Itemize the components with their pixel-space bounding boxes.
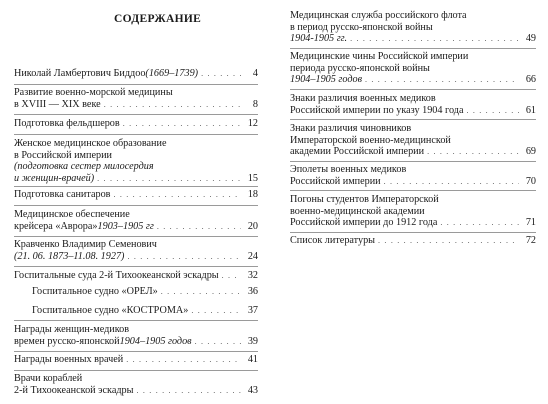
dot-leader [222,270,241,282]
entry-title-lines [14,138,258,173]
entry-title-segment: Российской империи [290,175,381,187]
entry-title-line: Медицинская служба российского флота [290,10,467,21]
page-number: 43 [247,384,258,396]
entry-title-segment: в XVIII — XIX веке [14,98,101,110]
entry-title-line: периода русско-японской войны [290,62,430,74]
entry-title-segment: (21. 06. 1873–11.08. 1927) [14,250,125,262]
entry-divider [14,186,258,187]
dot-leader [126,354,241,366]
entry-divider [14,84,258,85]
page-number: 20 [247,220,258,232]
page-number: 66 [525,74,536,86]
dot-leader [384,176,519,188]
entry-title-line: в Российской империи [14,149,112,161]
toc-entry-women-education[interactable] [14,138,258,184]
entry-last-row [32,286,258,298]
entry-last-row [14,270,258,282]
entry-title-line: Эполеты военных медиков [290,164,407,175]
toc-entry-orderlies[interactable] [14,189,258,201]
entry-title-segment: 2-й Тихоокеанской эскадры [14,384,134,396]
entry-last-row [290,105,536,117]
dot-leader [466,105,519,117]
entry-last-row [290,146,536,158]
entry-title-segment: Госпитальное судно «ОРЕЛ» [32,286,158,297]
entry-title-segment: 1904-1905 гг. [290,33,348,45]
entry-title-segment: Николай Ламбертович Биддоо [14,68,146,79]
dot-leader [201,68,241,80]
entry-divider [14,236,258,237]
entry-title-segment: и женщин-врачей) [14,172,95,184]
toc-entry-biddoo[interactable] [14,68,258,80]
page-number: 70 [525,175,536,187]
entry-title-segment: крейсера «Аврора» [14,220,98,232]
entry-title-segment: Госпитальные суда 2-й Тихоокеанской эскадры [14,270,219,281]
page-number: 61 [525,104,536,116]
entry-title-segment: Госпитальное судно «КОСТРОМА» [32,305,189,316]
dot-leader [113,189,241,201]
page-number: 69 [525,146,536,158]
dot-leader [427,146,519,158]
entry-title-line: в период русско-японской войны [290,21,433,33]
toc-entry-orel[interactable] [32,286,258,298]
dot-leader [191,305,241,317]
entry-title-lines [290,123,536,146]
dot-leader [127,251,241,263]
page-number: 18 [247,189,258,200]
entry-divider [290,161,536,162]
entry-divider [14,266,258,267]
toc-entry-insignia-1904[interactable] [290,93,536,116]
entry-title-segment: академии Российской империи [290,146,425,158]
entry-title-segment: Подготовка фельдшеров [14,118,120,129]
page-number: 32 [247,270,258,281]
entry-divider [14,134,258,135]
entry-title-lines [290,164,536,176]
dot-leader [365,74,519,86]
toc-entry-naval-medicine[interactable] [14,87,258,110]
entry-title-lines [14,324,258,336]
page-number: 15 [247,172,258,184]
page-number: 72 [525,235,536,246]
page-number: 37 [247,305,258,316]
entry-title-line: Императорской военно-медицинской [290,134,451,146]
page-number: 12 [247,118,258,129]
dot-leader [440,217,519,229]
entry-title-segment: 1904–1905 годов [290,74,362,86]
entry-title-line: Кравченко Владимир Семенович [14,239,157,250]
toc-entry-ship-doctors[interactable] [14,373,258,396]
entry-last-row [290,176,536,188]
entry-last-row [14,336,258,348]
page-number: 71 [525,217,536,229]
dot-leader [97,173,241,185]
dot-leader [123,118,241,130]
toc-entry-medical-service[interactable] [290,10,536,45]
entry-last-row [14,99,258,111]
entry-last-row [14,68,258,80]
entry-last-row [14,118,258,130]
entry-title-line: Погоны студентов Императорской [290,194,439,205]
entry-title-lines [14,239,258,251]
dot-leader [161,286,241,298]
entry-title-lines [14,373,258,385]
toc-entry-doctor-awards[interactable] [14,354,258,366]
page-title: СОДЕРЖАНИЕ [114,13,202,25]
entry-title-segment: 1903–1905 гг [97,220,154,232]
page-number: 4 [252,68,258,79]
entry-title-segment: Российской империи до 1912 года [290,217,438,229]
entry-divider [14,205,258,206]
entry-title-segment: (1669–1739) [145,68,199,79]
entry-divider [290,119,536,120]
entry-title-line: Врачи кораблей [14,373,83,384]
entry-last-row [290,217,536,229]
toc-entry-hospital-ships[interactable] [14,270,258,282]
dot-leader [195,336,241,348]
entry-title-line: Награды женщин-медиков [14,324,130,335]
page-number: 8 [252,98,258,110]
dot-leader [350,33,519,45]
entry-last-row [14,173,258,185]
entry-divider [290,232,536,233]
entry-title-segment: 1904–1905 годов [119,335,192,347]
page-number: 39 [247,335,258,347]
entry-title-line: Женское медицинское образование [14,138,167,149]
entry-last-row [290,74,536,86]
entry-last-row [14,221,258,233]
toc-entry-feldshers[interactable] [14,118,258,130]
page-number: 41 [247,354,258,365]
entry-title-segment: Награды военных врачей [14,354,124,365]
entry-title-line: военно-медицинской академии [290,205,425,217]
entry-last-row [32,305,258,317]
dot-leader [157,221,241,233]
entry-title-line: Медицинские чины Российской империи [290,51,469,62]
entry-title-line: (подготовка сестер милосердия [14,161,154,173]
page-number: 49 [525,33,536,45]
entry-divider [290,190,536,191]
entry-title-segment: Российской империи по указу 1904 года [290,104,464,116]
entry-last-row [290,33,536,45]
entry-title-line: Знаки различия чиновников [290,123,412,134]
dot-leader [137,385,242,397]
entry-last-row [290,235,536,247]
dot-leader [104,99,241,111]
page-number: 36 [247,286,258,297]
entry-divider [14,351,258,352]
entry-title-line: Знаки различия военных медиков [290,93,436,104]
entry-divider [290,89,536,90]
entry-last-row [14,385,258,397]
entry-title-lines [290,51,536,74]
entry-title-lines [290,10,536,33]
entry-title-segment: Список литературы [290,235,376,246]
page-number: 24 [247,250,258,262]
entry-title-line: Медицинское обеспечение [14,209,130,220]
dot-leader [378,235,519,247]
entry-last-row [14,354,258,366]
entry-title-lines [14,87,258,99]
toc-entry-women-awards[interactable] [14,324,258,347]
toc-entry-medical-ranks[interactable] [290,51,536,86]
toc-entry-aurora[interactable] [14,209,258,232]
entry-title-lines [290,93,536,105]
toc-entry-kravchenko[interactable] [14,239,258,262]
entry-divider [290,48,536,49]
entry-last-row [14,189,258,201]
entry-title-line: Развитие военно-морской медицины [14,87,173,98]
toc-entry-student-shoulder-boards[interactable] [290,194,536,229]
entry-last-row [14,251,258,263]
entry-divider [14,370,258,371]
toc-entry-epaulettes[interactable] [290,164,536,187]
toc-entry-academy-officials[interactable] [290,123,536,158]
entry-title-segment: Подготовка санитаров [14,189,111,200]
entry-divider [14,320,258,321]
entry-title-lines [14,209,258,221]
toc-entry-bibliography[interactable] [290,235,536,247]
entry-divider [14,114,258,115]
entry-title-segment: времен русско-японской [14,335,120,347]
entry-title-lines [290,194,536,217]
toc-entry-kostroma[interactable] [32,305,258,317]
